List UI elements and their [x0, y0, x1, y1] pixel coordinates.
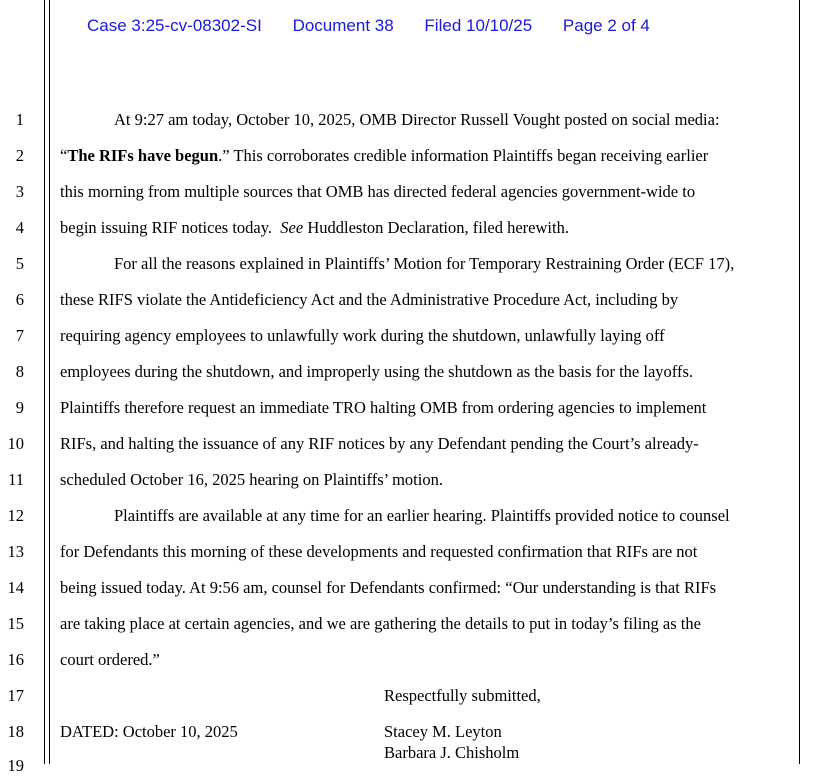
- line-number: 9: [15, 398, 24, 417]
- right-margin-rule: [799, 0, 800, 764]
- document-number: Document 38: [292, 16, 394, 35]
- line-number: 8: [15, 362, 24, 381]
- body-line: At 9:27 am today, October 10, 2025, OMB Director Russell Vought posted on social media:: [114, 110, 720, 129]
- line-number: 14: [7, 578, 24, 597]
- line-number: 2: [15, 146, 24, 165]
- line-number: 7: [15, 326, 24, 345]
- open-quote: “: [60, 146, 68, 165]
- body-line: [60, 146, 708, 166]
- body-line: for Defendants this morning of these developments and requested confirmation that RIFs are not: [60, 542, 698, 561]
- line-number: 10: [7, 434, 24, 453]
- body-text: Huddleston Declaration, filed herewith.: [303, 218, 569, 237]
- body-line: are taking place at certain agencies, and we are gathering the details to put in today’s filing as the: [60, 614, 701, 633]
- body-line: being issued today. At 9:56 am, counsel for Defendants confirmed: “Our understanding is that RIFs: [60, 578, 717, 597]
- body-text: .” This corroborates credible information Plaintiffs began receiving earlier: [218, 146, 709, 165]
- quoted-post: The RIFs have begun: [67, 146, 219, 165]
- line-number: 3: [15, 182, 24, 201]
- signatory-name: Stacey M. Leyton: [384, 722, 502, 741]
- line-number: 5: [15, 254, 24, 273]
- citation-signal: See: [280, 218, 304, 237]
- line-number: 4: [15, 218, 24, 237]
- body-line: RIFs, and halting the issuance of any RIF notices by any Defendant pending the Court’s already-: [60, 434, 699, 453]
- left-margin-rule-inner: [49, 0, 50, 764]
- body-line: employees during the shutdown, and improperly using the shutdown as the basis for the layoffs.: [60, 362, 694, 381]
- body-line: Plaintiffs are available at any time for an earlier hearing. Plaintiffs provided notice to counsel: [114, 506, 730, 525]
- body-line: For all the reasons explained in Plaintiffs’ Motion for Temporary Restraining Order (ECF 17),: [114, 254, 735, 273]
- document-header: [87, 16, 676, 36]
- line-number: 17: [7, 686, 24, 705]
- line-number: 12: [7, 506, 24, 525]
- body-line: scheduled October 16, 2025 hearing on Plaintiffs’ motion.: [60, 470, 443, 489]
- body-line: [60, 218, 569, 238]
- filed-date: Filed 10/10/25: [424, 16, 533, 35]
- line-number: 13: [7, 542, 24, 561]
- page-indicator: Page 2 of 4: [562, 16, 650, 35]
- line-number: 11: [8, 470, 24, 489]
- body-line: court ordered.”: [60, 650, 160, 669]
- body-line: these RIFS violate the Antideficiency Act and the Administrative Procedure Act, including by: [60, 290, 679, 309]
- line-number: 16: [7, 650, 24, 669]
- body-line: Plaintiffs therefore request an immediate TRO halting OMB from ordering agencies to implement: [60, 398, 707, 417]
- body-text: begin issuing RIF notices today.: [60, 218, 281, 237]
- closing: Respectfully submitted,: [384, 686, 541, 705]
- case-number: Case 3:25-cv-08302-SI: [87, 16, 262, 35]
- line-number: 6: [15, 290, 24, 309]
- body-line: requiring agency employees to unlawfully work during the shutdown, unlawfully laying off: [60, 326, 665, 345]
- dated-line: DATED: October 10, 2025: [60, 722, 238, 741]
- line-number: 15: [7, 614, 24, 633]
- line-number: 18: [7, 722, 24, 741]
- line-number: 1: [15, 110, 24, 129]
- line-number: 19: [7, 756, 24, 775]
- signatory-name: Barbara J. Chisholm: [384, 743, 520, 762]
- body-line: this morning from multiple sources that OMB has directed federal agencies government-wide to: [60, 182, 696, 201]
- left-margin-rule-outer: [44, 0, 45, 764]
